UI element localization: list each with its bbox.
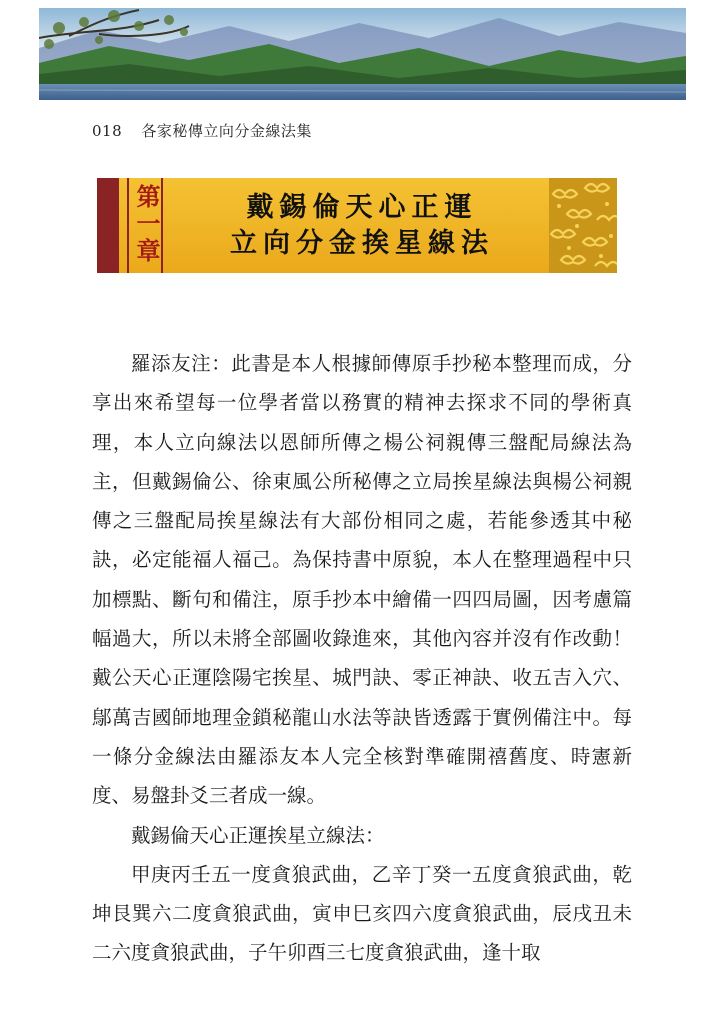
header-landscape-illustration xyxy=(39,8,686,100)
paragraph: 羅添友注：此書是本人根據師傳原手抄秘本整理而成，分享出來希望每一位學者當以務實的精神去探求不同的學術真理，本人立向線法以恩師所傳之楊公祠親傳三盤配局線法為主，但戴錫倫公、徐東風公所秘傳之立局挨星線法與楊公祠親傳之三盤配局挨星線法有大部份相同之處，若能參透其中秘訣，必定能福人福己。為保持書中原貌，本人在整理過程中只加標點、斷句和備注，原手抄本中繪備一四四局圖，因考慮篇幅過大，所以未將全部圖收錄進來，其他內容并沒有作改動！戴公天心正運陰陽宅挨星、城門訣、零正神訣、收五吉入穴、鄔萬吉國師地理金鎖秘龍山水法等訣皆透露于實例備注中。每一條分金線法由羅添友本人完全核對準確開禧舊度、時憲新度、易盤卦爻三者成一線。 xyxy=(92,352,632,808)
chapter-title xyxy=(177,190,547,262)
paragraph: 戴錫倫天心正運挨星立線法： xyxy=(131,823,385,847)
landscape-painting xyxy=(39,8,686,100)
chapter-heading-box xyxy=(97,178,617,273)
page-number: 018 xyxy=(92,122,123,140)
body-text xyxy=(92,344,632,973)
book-title: 各家秘傳立向分金線法集 xyxy=(141,122,312,140)
paragraph: 甲庚丙壬五一度貪狼武曲，乙辛丁癸一五度貪狼武曲，乾坤艮巽六二度貪狼武曲，寅申巳亥四六度貪狼武曲，辰戌丑未二六度貪狼武曲，子午卯酉三七度貪狼武曲，逢十取 xyxy=(92,862,632,965)
chapter-divider-right xyxy=(161,178,163,273)
chapter-number-label: 第一章 xyxy=(132,184,161,265)
chapter-side-bar xyxy=(97,178,119,273)
running-header xyxy=(92,120,312,141)
cloud-pattern-ornament xyxy=(549,178,617,273)
chapter-title-line-2: 立向分金挨星線法 xyxy=(230,228,494,259)
cloud-icon xyxy=(549,178,617,273)
chapter-title-line-1: 戴錫倫天心正運 xyxy=(246,192,478,223)
